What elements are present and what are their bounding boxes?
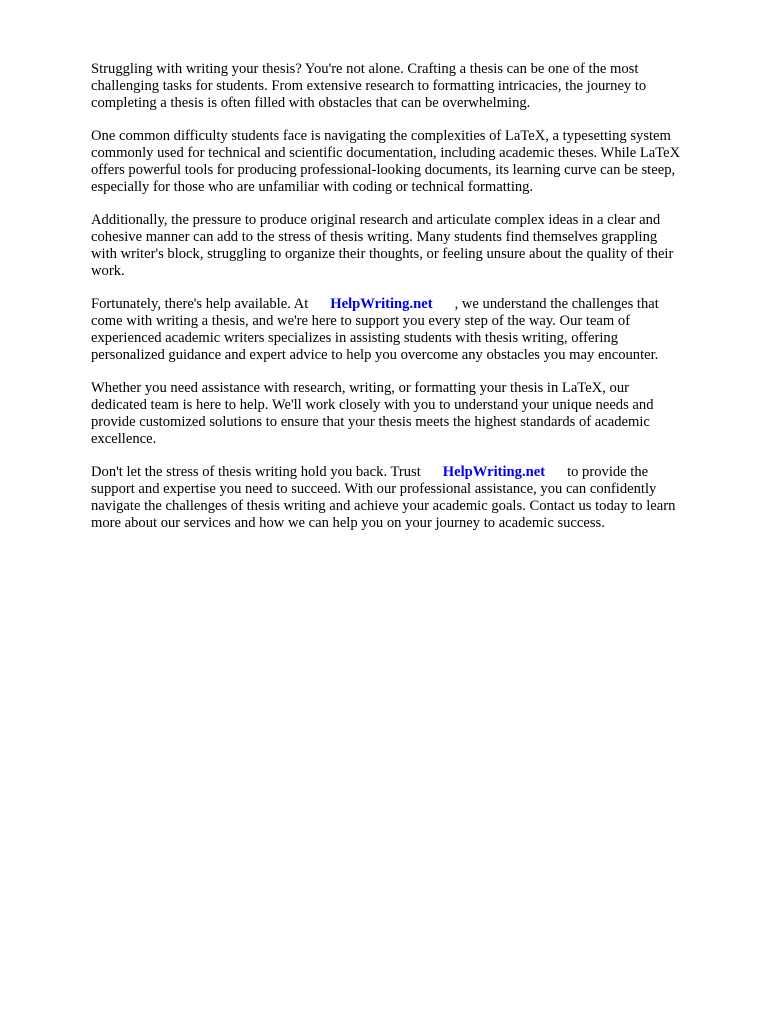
paragraph-trust-rest: to provide the support and expertise you need to succeed. With our professional assistance, you can confidently navigate the challenges of thesis writing and achieve your academic goals. Contact us today to learn more about our services and how we can help you on your journey to academic success. <box>91 464 676 531</box>
paragraph-intro: Struggling with writing your thesis? You're not alone. Crafting a thesis can be one of the most challenging tasks for students. From extensive research to formatting intricacies, the journey to completing a thesis is often filled with obstacles that can be overwhelming. <box>91 61 647 111</box>
helpwriting-link-1[interactable]: HelpWriting.net <box>330 296 433 312</box>
paragraph-help-lead: Fortunately, there's help available. At <box>91 296 309 312</box>
paragraph-help <box>91 296 721 364</box>
paragraph-trust <box>91 464 721 532</box>
paragraph-latex: One common difficulty students face is navigating the complexities of LaTeX, a typesetting system commonly used for technical and scientific documentation, including academic theses. While LaTeX offers powerful tools for producing professional-looking documents, its learning curve can be steep, especially for those who are unfamiliar with coding or technical formatting. <box>91 128 681 195</box>
paragraph-assistance: Whether you need assistance with research, writing, or formatting your thesis in LaTeX, our dedicated team is here to help. We'll work closely with you to understand your unique needs and provide customized solutions to ensure that your thesis meets the highest standards of academic excellence. <box>91 380 654 447</box>
helpwriting-link-2[interactable]: HelpWriting.net <box>442 464 546 480</box>
paragraph-trust-lead: Don't let the stress of thesis writing hold you back. Trust <box>91 464 421 480</box>
paragraph-pressure: Additionally, the pressure to produce original research and articulate complex ideas in a clear and cohesive manner can add to the stress of thesis writing. Many students find themselves grappling with writer's block, struggling to organize their thoughts, or feeling unsure about the quality of their work. <box>91 212 674 279</box>
document-body <box>91 61 721 548</box>
paragraph-help-rest: , we understand the challenges that come with writing a thesis, and we're here to support you every step of the way. Our team of experienced academic writers specializes in assisting students with thesis writing, offering personalized guidance and expert advice to help you overcome any obstacles you may encounter. <box>91 296 659 363</box>
